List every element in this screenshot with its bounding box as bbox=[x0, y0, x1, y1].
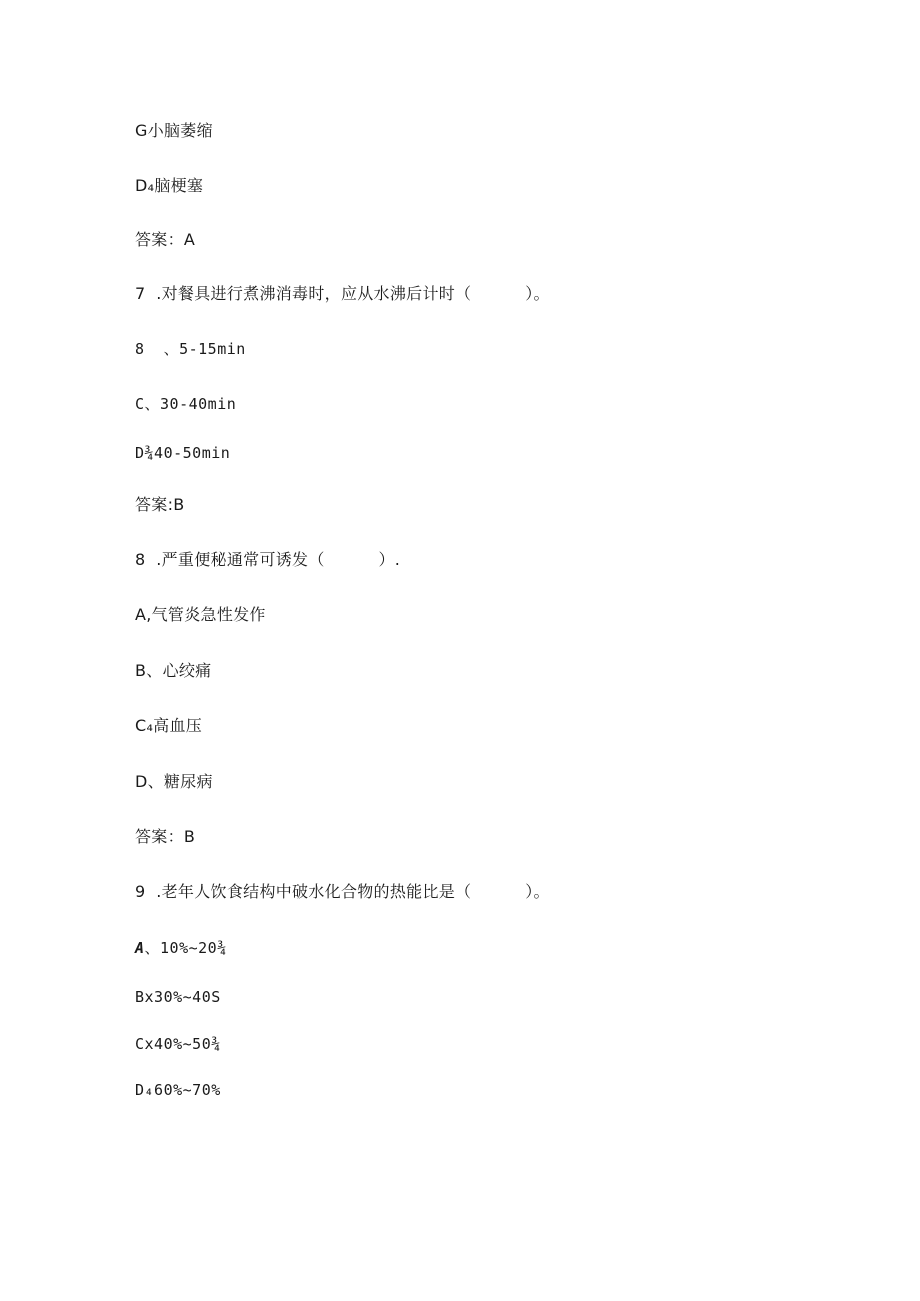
option-d-q9: D₄60%~70% bbox=[135, 1081, 221, 1099]
option-d-q8: D、糖尿病 bbox=[135, 772, 213, 791]
answer-line-q6: 答案：A bbox=[135, 230, 196, 249]
option-c-q8: C₄高血压 bbox=[135, 716, 203, 735]
option-b-q8: B、心绞痛 bbox=[135, 661, 212, 680]
question-8: 8 .严重便秘通常可诱发（ ）. bbox=[135, 550, 401, 569]
question-9: 9 .老年人饮食结构中破水化合物的热能比是（ ）。 bbox=[135, 882, 550, 901]
option-a-q9 bbox=[135, 938, 227, 958]
option-d-cerebral-infarction: D₄脑梗塞 bbox=[135, 176, 204, 195]
question-7: 7 .对餐具进行煮沸消毒时，应从水沸后计时（ ）。 bbox=[135, 284, 550, 303]
answer-line-q8: 答案：B bbox=[135, 827, 196, 846]
option-c-q7: C、30-40min bbox=[135, 395, 237, 413]
option-a-q8: A,气管炎急性发作 bbox=[135, 605, 266, 624]
option-b-q7: 8 、5-15min bbox=[135, 340, 246, 358]
option-a-letter: A bbox=[135, 939, 145, 957]
option-b-q9: Bx30%~40S bbox=[135, 988, 221, 1006]
option-g-small-brain-atrophy: G小脑萎缩 bbox=[135, 121, 213, 140]
option-a-rest: 、10%~20¾ bbox=[144, 939, 227, 957]
option-c-q9: Cx40%~50¾ bbox=[135, 1035, 221, 1053]
answer-line-q7: 答案:B bbox=[135, 495, 185, 514]
option-d-q7: D¾40-50min bbox=[135, 444, 231, 462]
